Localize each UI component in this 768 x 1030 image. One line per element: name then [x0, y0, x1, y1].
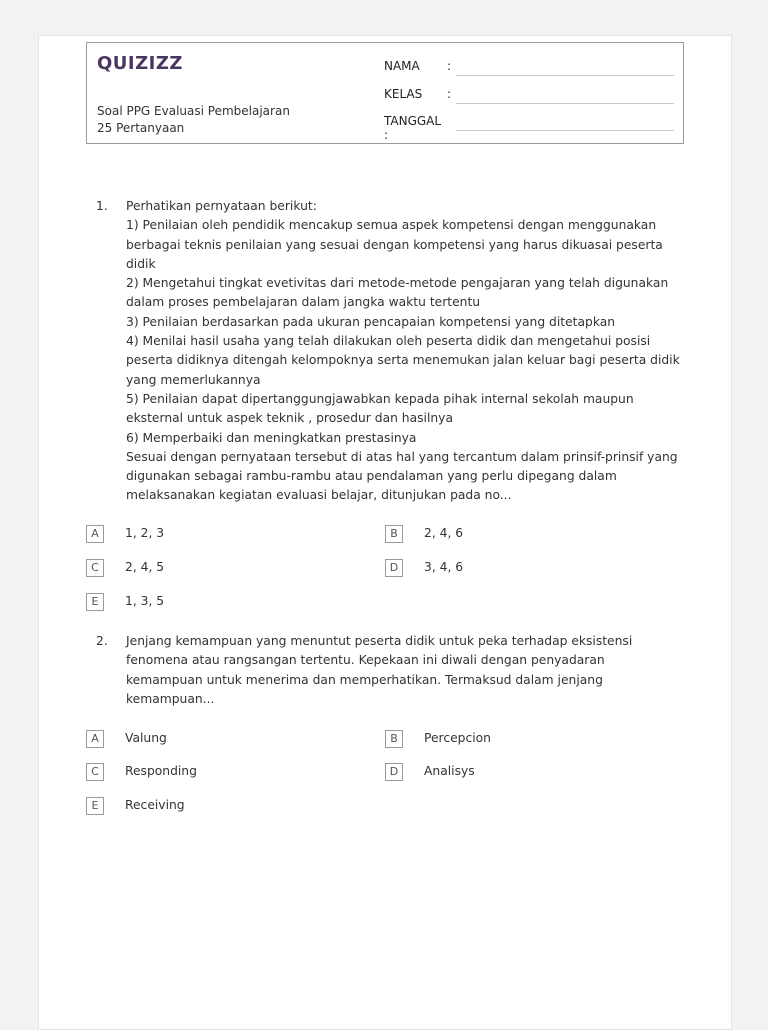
worksheet-header: [86, 42, 684, 144]
class-label: KELAS: [384, 87, 423, 101]
quizizz-logo: QUIZIZZ: [97, 53, 183, 74]
quiz-title: Soal PPG Evaluasi Pembelajaran: [97, 104, 290, 118]
date-label: TANGGAL :: [384, 114, 442, 142]
question-number: 2.: [96, 634, 108, 648]
option-letter-box: A: [86, 525, 104, 543]
option-letter-box: B: [385, 525, 403, 543]
option-letter-box: E: [86, 797, 104, 815]
worksheet-page: [38, 35, 732, 1030]
option-letter-box: D: [385, 763, 403, 781]
option-text: 2, 4, 5: [125, 560, 165, 574]
option-text: 1, 3, 5: [125, 594, 165, 608]
question-count: 25 Pertanyaan: [97, 121, 185, 135]
question-text: Jenjang kemampuan yang menuntut peserta didik untuk peka terhadap eksistensi fenomena atau rangsangan tertentu. Kepekaan ini diwali dengan penyadaran kemampuan untuk menerima dan memperhatikan. Termaksud dalam jenjang kemampuan...: [126, 634, 633, 706]
name-colon: :: [447, 59, 452, 73]
option-text: Percepcion: [424, 731, 491, 745]
option-text: Responding: [125, 764, 197, 778]
question-text: Perhatikan pernyataan berikut: 1) Penilaian oleh pendidik mencakup semua aspek kompetensi dengan menggunakan berbagai teknis penilaian yang sesuai dengan kompetensi yang harus dikuasai peserta didik 2) Mengetahui tingkat evetivitas dari metode-metode pengajaran yang telah digunakan dalam proses pembelajaran dalam jangka waktu tertentu 3) Penilaian berdasarkan pada ukuran pencapaian kompetensi yang ditetapkan 4) Menilai hasil usaha yang telah dilakukan oleh peserta didik dan mengetahui posisi peserta didiknya ditengah kelompoknya serta menemukan jalan keluar bagi peserta didik yang memerlukannya 5) Penilaian dapat dipertanggungjawabkan kepada pihak internal sekolah maupun eksternal untuk aspek teknik , prosedur dan hasilnya 6) Memperbaiki dan meningkatkan prestasinya Sesuai dengan pernyataan tersebut di atas hal yang tercantum dalam prinsif-prinsif yang digunakan sebagai rambu-rambu atau pendalaman yang perlu dipegang dalam melaksanakan kegiatan evaluasi belajar, ditunjukan pada no...: [126, 199, 680, 503]
option-text: Valung: [125, 731, 167, 745]
option-text: Analisys: [424, 764, 475, 778]
option-text: 1, 2, 3: [125, 526, 165, 540]
option-letter-box: A: [86, 730, 104, 748]
option-letter-box: C: [86, 559, 104, 577]
option-letter-box: D: [385, 559, 403, 577]
name-label: NAMA: [384, 59, 420, 73]
option-letter-box: E: [86, 593, 104, 611]
option-letter-box: B: [385, 730, 403, 748]
question-number: 1.: [96, 199, 108, 213]
option-text: 2, 4, 6: [424, 526, 464, 540]
class-line[interactable]: [456, 103, 674, 104]
name-line[interactable]: [456, 75, 674, 76]
option-text: Receiving: [125, 798, 185, 812]
class-colon: :: [447, 87, 452, 101]
option-letter-box: C: [86, 763, 104, 781]
date-line[interactable]: [456, 130, 674, 131]
option-text: 3, 4, 6: [424, 560, 464, 574]
